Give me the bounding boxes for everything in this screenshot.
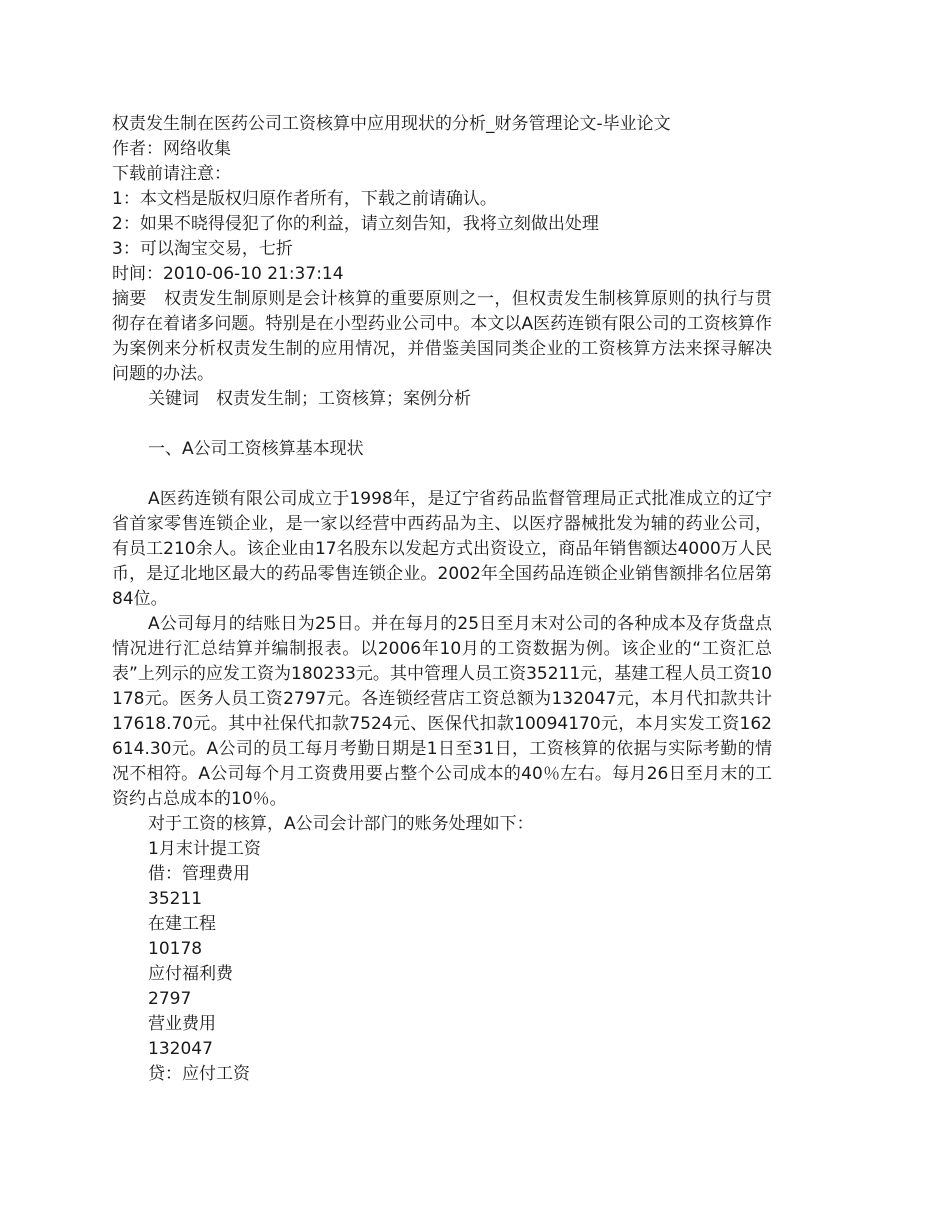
entry-line: 35211 (148, 889, 203, 909)
body-paragraph-3: 对于工资的核算，A公司会计部门的账务处理如下： (148, 814, 534, 834)
entry-line: 借：管理费用 (148, 864, 250, 884)
keywords-line: 关键词 权责发生制；工资核算；案例分析 (148, 389, 471, 409)
entry-line: 2797 (148, 989, 192, 1009)
entry-line: 营业费用 (148, 1014, 216, 1034)
abstract-paragraph: 摘要 权责发生制原则是会计核算的重要原则之一，但权责发生制核算原则的执行与贯彻存在着诸多问题。特别是在小型药业公司中。本文以A医药连锁有限公司的工资核算作为案例来分析权责发生制的应用情况，并借鉴美国同类企业的工资核算方法来探寻解决问题的办法。 (112, 289, 772, 384)
entry-line: 10178 (148, 939, 203, 959)
spacer (112, 412, 772, 437)
notice-item-2: 2：如果不晓得侵犯了你的利益，请立刻告知，我将立刻做出处理 (112, 214, 599, 234)
entry-line: 在建工程 (148, 914, 216, 934)
entry-line: 应付福利费 (148, 964, 233, 984)
entry-line: 1月末计提工资 (148, 839, 261, 859)
spacer (112, 462, 772, 487)
body-paragraph-2: A公司每月的结账日为25日。并在每月的25日至月末对公司的各种成本及存货盘点情况进行汇总结算并编制报表。以2006年10月的工资数据为例。该企业的“工资汇总表”上列示的应发工资为180233元。其中管理人员工资35211元，基建工程人员工资10178元。医务人员工资2797元。各连锁经营店工资总额为132047元，本月代扣款共计17618.70元。其中社保代扣款7524元、医保代扣款10094170元，本月实发工资162614.30元。A公司的员工每月考勤日期是1日至31日，工资核算的依据与实际考勤的情况不相符。A公司每个月工资费用要占整个公司成本的40％左右。每月26日至月末的工资约占总成本的10％。 (112, 614, 772, 809)
notice-heading: 下载前请注意： (112, 164, 231, 184)
notice-item-1: 1：本文档是版权归原作者所有，下载之前请确认。 (112, 189, 497, 209)
notice-item-3: 3：可以淘宝交易，七折 (112, 239, 293, 259)
publish-time: 时间：2010-06-10 21:37:14 (112, 264, 344, 284)
document-title: 权责发生制在医药公司工资核算中应用现状的分析_财务管理论文-毕业论文 (112, 114, 671, 134)
entry-line: 贷：应付工资 (148, 1064, 250, 1084)
author-line: 作者：网络收集 (112, 139, 231, 159)
body-paragraph-1: A医药连锁有限公司成立于1998年，是辽宁省药品监督管理局正式批准成立的辽宁省首家零售连锁企业，是一家以经营中西药品为主、以医疗器械批发为辅的药业公司，有员工210余人。该企业由17名股东以发起方式出资设立，商品年销售额达4000万人民币，是辽北地区最大的药品零售连锁企业。2002年全国药品连锁企业销售额排名位居第84位。 (112, 489, 772, 609)
document-page (112, 112, 772, 1087)
entry-line: 132047 (148, 1039, 213, 1059)
section-heading: 一、A公司工资核算基本现状 (148, 439, 364, 459)
